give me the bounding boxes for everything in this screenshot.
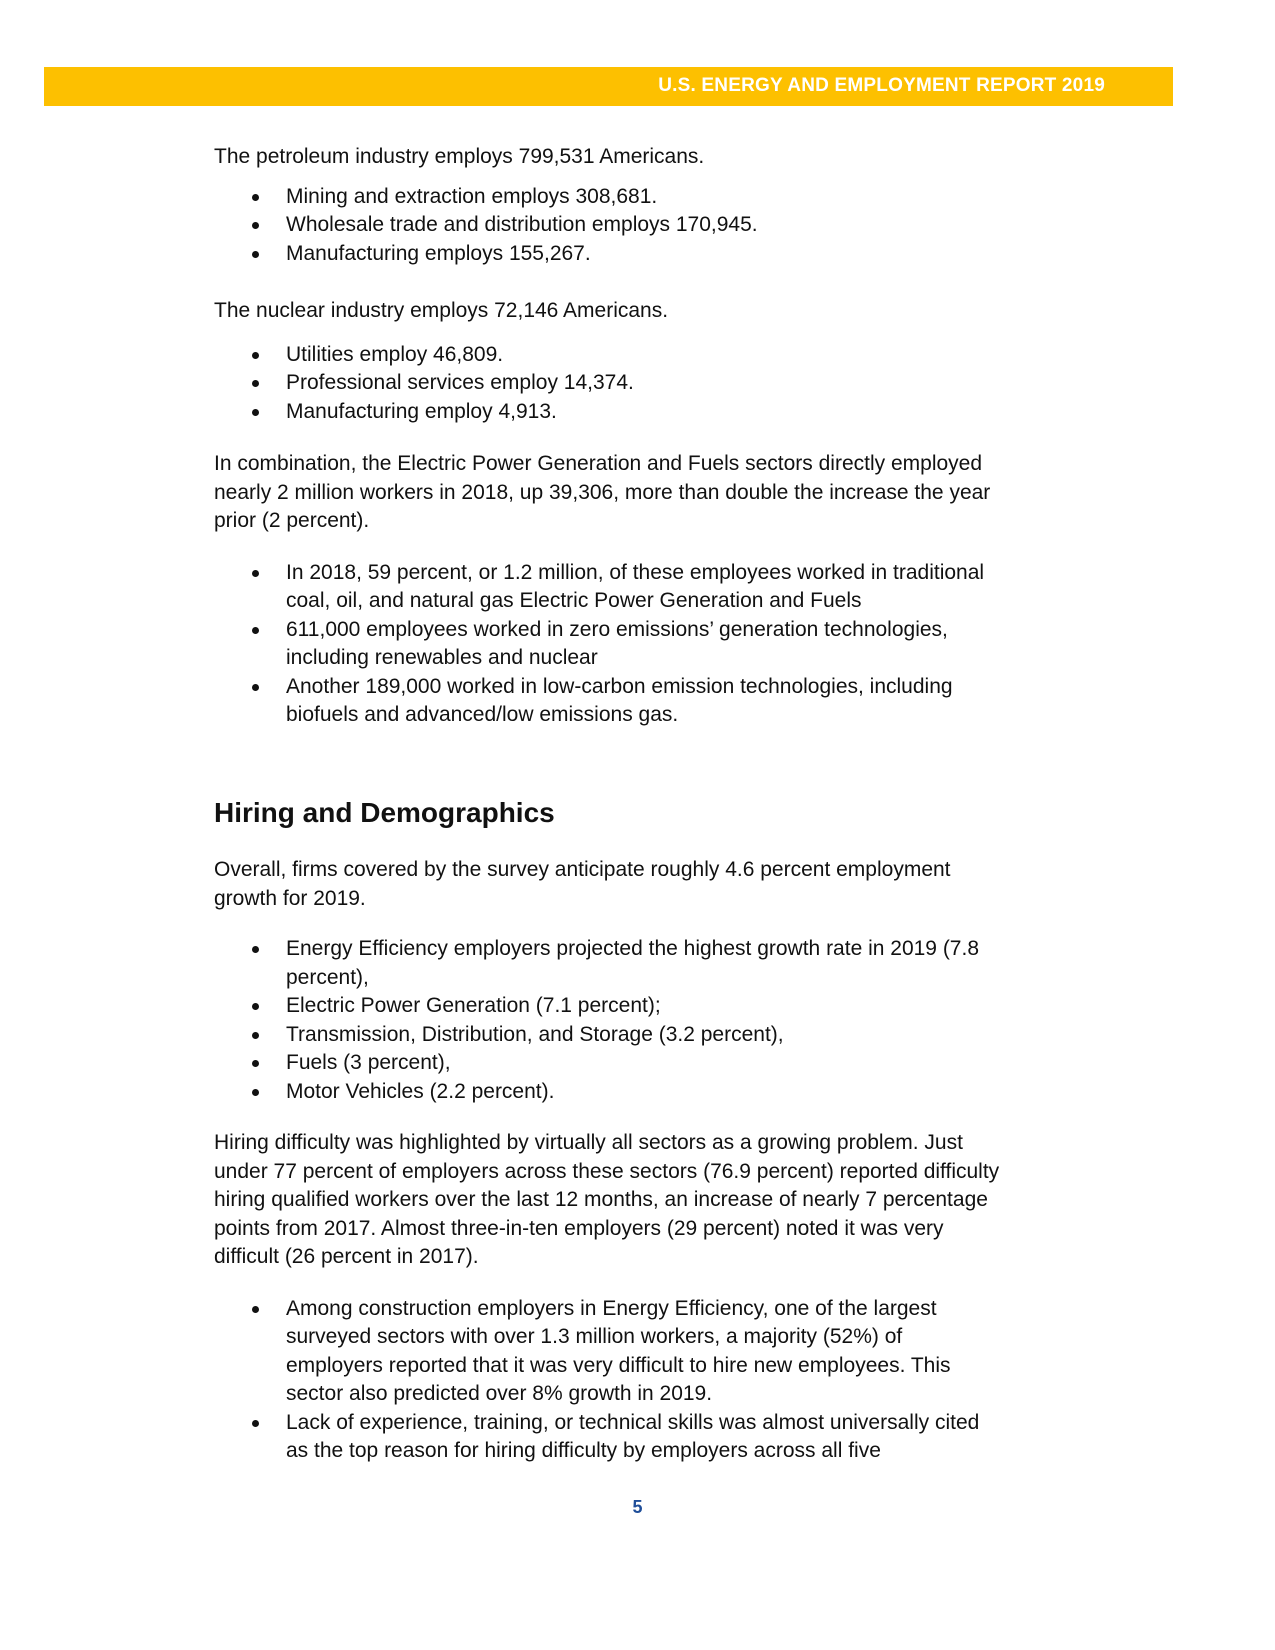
section-heading: Hiring and Demographics (214, 797, 555, 828)
report-title: U.S. ENERGY AND EMPLOYMENT REPORT 2019 (658, 75, 1105, 96)
bullet-list (214, 1295, 1004, 1466)
list-item: Wholesale trade and distribution employs 170,945. (214, 211, 1004, 240)
nuclear-section (214, 297, 1004, 426)
paragraph: Hiring difficulty was highlighted by virtually all sectors as a growing problem. Just under 77 percent of employers across these sectors (76.9 percent) reported difficulty hiring qualified workers over the last 12 months, an increase of nearly 7 percentage points from 2017. Almost three-in-ten employers (29 percent) noted it was very difficult (26 percent in 2017). (214, 1131, 1000, 1268)
bullet-list (214, 559, 1004, 730)
list-item: In 2018, 59 percent, or 1.2 million, of these employees worked in traditional coal, oil, and natural gas Electric Power Generation and Fuels (214, 559, 1004, 616)
list-item: Transmission, Distribution, and Storage (3.2 percent), (214, 1021, 1004, 1050)
petroleum-section (214, 143, 1004, 268)
list-item: Professional services employ 14,374. (214, 369, 1004, 398)
combination-section (214, 450, 1004, 730)
bullet-list (214, 341, 1004, 427)
bullet-list (214, 183, 1004, 269)
list-item: Motor Vehicles (2.2 percent). (214, 1078, 1004, 1107)
list-item: Among construction employers in Energy Efficiency, one of the largest surveyed sectors with over 1.3 million workers, a majority (52%) of employers reported that it was very difficult to hire new employees. This sector also predicted over 8% growth in 2019. (214, 1295, 1004, 1409)
list-item: Energy Efficiency employers projected the highest growth rate in 2019 (7.8 percent), (214, 935, 1004, 992)
paragraph: In combination, the Electric Power Generation and Fuels sectors directly employed nearly 2 million workers in 2018, up 39,306, more than double the increase the year prior (2 percent). (214, 452, 991, 532)
paragraph: The petroleum industry employs 799,531 Americans. (214, 145, 705, 168)
list-item: Utilities employ 46,809. (214, 341, 1004, 370)
paragraph: The nuclear industry employs 72,146 Americans. (214, 299, 669, 322)
page-number: 5 (632, 1497, 643, 1517)
list-item: Mining and extraction employs 308,681. (214, 183, 1004, 212)
paragraph: Overall, firms covered by the survey anticipate roughly 4.6 percent employment growth for 2019. (214, 858, 951, 910)
list-item: 611,000 employees worked in zero emissions’ generation technologies, including renewables and nuclear (214, 616, 1004, 673)
list-item: Manufacturing employs 155,267. (214, 240, 1004, 269)
bullet-list (214, 935, 1004, 1106)
list-item: Fuels (3 percent), (214, 1049, 1004, 1078)
list-item: Another 189,000 worked in low-carbon emission technologies, including biofuels and advanced/low emissions gas. (214, 673, 1004, 730)
list-item: Lack of experience, training, or technical skills was almost universally cited as the top reason for hiring difficulty by employers across all five (214, 1409, 1004, 1466)
list-item: Electric Power Generation (7.1 percent); (214, 992, 1004, 1021)
hiring-difficulty-section (214, 1129, 1004, 1466)
report-header-bar (44, 67, 1173, 106)
list-item: Manufacturing employ 4,913. (214, 398, 1004, 427)
hiring-growth-section (214, 856, 1004, 1106)
